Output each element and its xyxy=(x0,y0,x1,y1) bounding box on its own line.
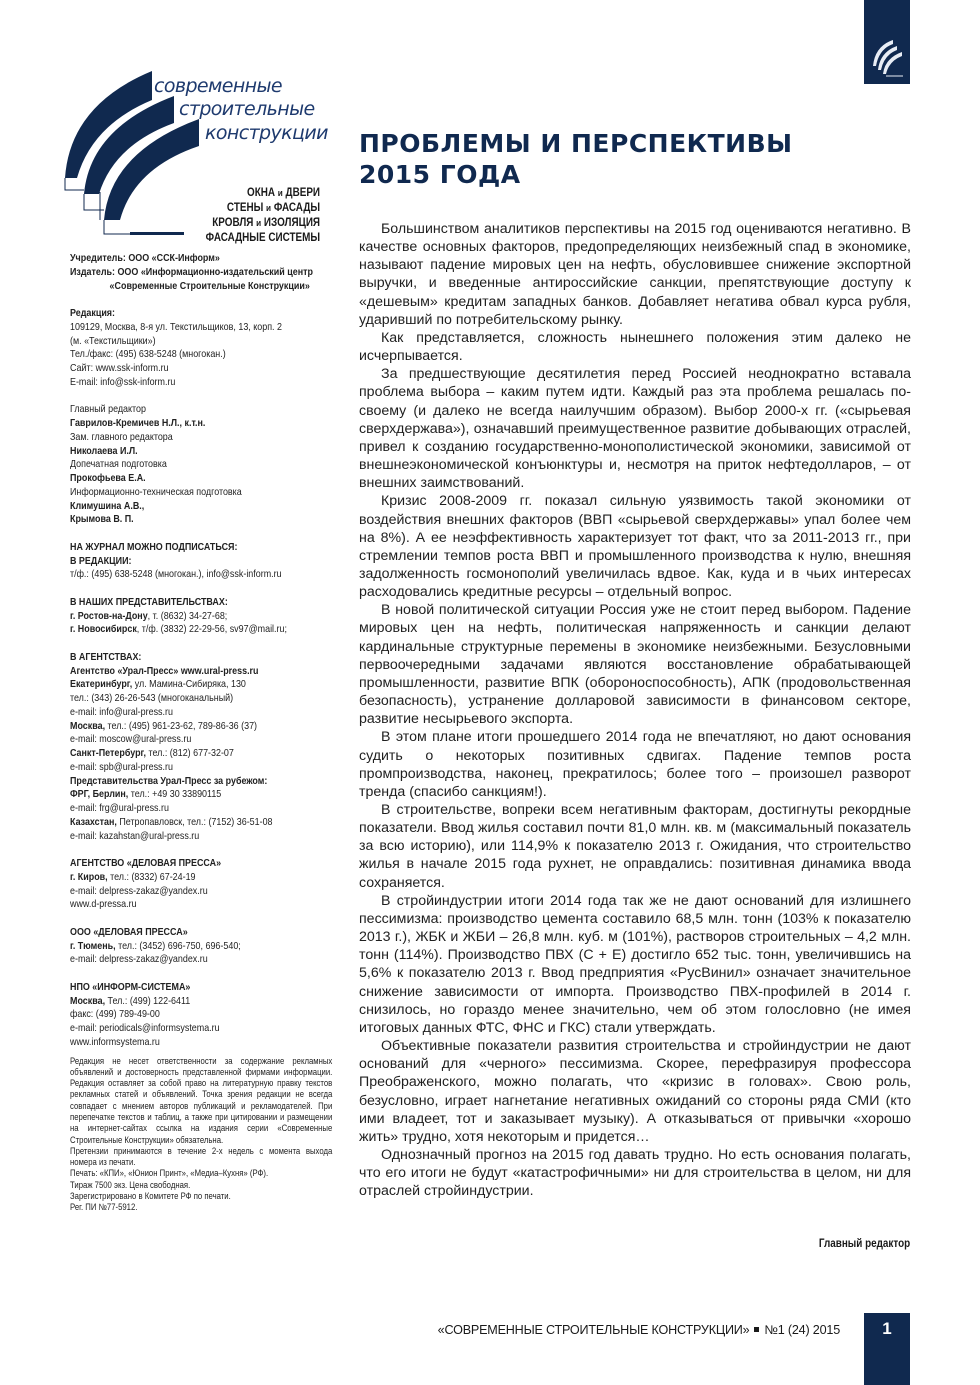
subscribe-heading: НА ЖУРНАЛ МОЖНО ПОДПИСАТЬСЯ: xyxy=(70,541,238,553)
publisher-name: «Современные Строительные Конструкции» xyxy=(109,280,310,292)
editorial-address: 109129, Москва, 8-я ул. Текстильщиков, 13, корп. 2 xyxy=(70,321,283,333)
title-line: 2015 ГОДА xyxy=(359,160,521,189)
disclaimer xyxy=(70,1056,332,1214)
contact-line: www.d-pressa.ru xyxy=(70,899,137,911)
disclaimer-line: Зарегистрировано в Комитете РФ по печати. xyxy=(70,1191,231,1202)
contact-line: г. Тюмень, тел.: (3452) 696-750, 696-540; xyxy=(70,940,241,952)
contact-line: Москва, Тел.: (499) 122-6411 xyxy=(70,995,191,1007)
article-paragraph: Однозначный прогноз на 2015 год давать трудно. Но есть основания полагать, что его итоги не будут «катастрофичными» ни для строительства в целом, ни для отраслей стройиндустрии. xyxy=(359,1146,911,1200)
contact-line: e-mail: info@ural-press.ru xyxy=(70,706,173,718)
article-paragraph: В этом плане итоги прошедшего 2014 года не впечатляют, но дают основания судить о некоторых позитивных сдвигах. Падение темпов роста промпроизводства, наконец, прекратилось; более того – произошел разворот тренда (спасибо санкциям!). xyxy=(359,729,911,800)
contact-line: Санкт-Петербург, тел.: (812) 677-32-07 xyxy=(70,748,234,759)
logo-category: СТЕНЫ и ФАСАДЫ xyxy=(226,202,320,214)
logo-categories xyxy=(206,186,320,245)
article-signature: Главный редактор xyxy=(818,1238,910,1250)
footer-issue: №1 (24) 2015 xyxy=(764,1323,840,1337)
contact-line: Екатеринбург, ул. Мамина-Сибиряка, 130 xyxy=(70,679,246,691)
logo-category: ФАСАДНЫЕ СИСТЕМЫ xyxy=(205,232,320,244)
contact-line: Казахстан, Петропавловск, тел.: (7152) 36-51-08 xyxy=(70,816,273,828)
rep-line: г. Новосибирск, т/ф. (3832) 22-29-56, sv97@mail.ru; xyxy=(70,624,287,636)
publisher: Издатель: ООО «Информационно-издательский центр xyxy=(70,266,313,278)
disclaimer-line: Претензии принимаются в течение 2-х недель с момента выхода номера из печати. xyxy=(70,1145,333,1168)
article-body xyxy=(359,220,911,1200)
subscribe-contact: т/ф.: (495) 638-5248 (многокан.), info@ssk-inform.ru xyxy=(70,569,282,581)
contact-line: e-mail: delpress-zakaz@yandex.ru xyxy=(70,954,208,966)
staff-name: Крымова В. П. xyxy=(70,514,134,526)
title-line: ПРОБЛЕМЫ И ПЕРСПЕКТИВЫ xyxy=(359,129,793,158)
article-paragraph: Большинством аналитиков перспективы на 2015 год оцениваются негативно. В качестве основных факторов, предопределяющих неизбежный спад в экономике, называют падение мировых цен на нефть, обусловившее снижение экспортной выручки, и введенные антироссийские санкции, препятствующие доступу к «дешевым» кредитам западных банков. Добавляет негатива обвал курса рубля, ударивший по потребительскому рынку. xyxy=(359,221,911,328)
staff-name: Климушина А.В., xyxy=(70,500,145,512)
editorial-site[interactable]: Сайт: www.ssk-inform.ru xyxy=(70,363,169,374)
contact-line: e-mail: periodicals@informsystema.ru xyxy=(70,1023,220,1034)
contact-line: e-mail: kazahstan@ural-press.ru xyxy=(70,830,200,842)
article-paragraph: Кризис 2008-2009 гг. показал сильную уязвимость такой экономики от воздействия внешних факторов (ВВП «сырьевой сверхдержавы» упал более чем на 8%). А ее неэффективность характеризует тот факт, что за 2011-2013 гг., при стремлении темпов роста ВВП и промышленного производства к нулю, внешняя задолженность госмонополий увеличилась вдвое. Как, куда и в чьих интересах расходовались кредитные ресурсы – отдельный вопрос. xyxy=(359,493,911,601)
article-paragraph: В строительстве, вопреки всем негативным факторам, достигнуты рекордные показатели. Ввод жилья составил почти 81,0 млн. кв. м (максимальный показатель за всю историю), или 114,9% к показателю 2013 г. Ожидания, что строительство жилья в начале 2015 года рухнет, не оправдались: позитивная динамика ввода сохраняется. xyxy=(359,802,911,891)
contact-line: Представительства Урал-Пресс за рубежом: xyxy=(70,775,268,787)
contact-line: Москва, тел.: (495) 961-23-62, 789-86-36 (37) xyxy=(70,720,258,732)
rep-line: г. Ростов-на-Дону, т. (8632) 34-27-68; xyxy=(70,610,228,622)
journal-logo-mark-icon xyxy=(869,36,905,80)
contact-line: www.informsystema.ru xyxy=(70,1036,160,1048)
editorial-phone: Тел./факс: (495) 638-5248 (многокан.) xyxy=(70,349,226,361)
article-paragraph: Как представляется, сложность нынешнего положения этим далеко не исчерпывается. xyxy=(359,329,911,365)
founder: Учредитель: ООО «ССК-Информ» xyxy=(70,253,220,264)
ooo-delpress-heading: ООО «ДЕЛОВАЯ ПРЕССА» xyxy=(70,926,188,938)
article-paragraph: В новой политической ситуации Россия уже не стоит перед выбором. Падение мировых цен на нефть, политическая напряженность и санкции делают кардинальные структурные перемены в экономике неизбежными. Безусловными первоочередными задачами являются восстановление обрабатывающей промышленности, развитие ВПК (обороноспособность), АПК (продовольственная безопасность), устранение долларовой зависимости в финансовом секторе, развитие несырьевого экспорта. xyxy=(359,602,911,728)
agency-ural-press: Агентство «Урал-Пресс» www.ural-press.ru xyxy=(70,665,259,677)
article-paragraph: В стройиндустрии итоги 2014 года так же не дают оснований для излишнего пессимизма: производство цемента составило 68,5 млн. тонн (103% к показателю 2013 г.), ЖБК и ЖБИ – 26,8 млн. куб. м (101%), растворов строительных – 4,2 млн. тонн (114%). Производство ПВХ (С + Е) достигло 652 тыс. тонн, увеличившись на 5,6% к показателю 2013 г. Ввод предприятия «РусВинил» означает значительное снижение зависимости от импорта. Производство ПВХ-профилей в 2014 г. снизилось, но гораздо менее значительно, чем об этом голословно (не имея итоговых данных ФТС, ФНС и ГКС) стали утверждать. xyxy=(359,892,911,1036)
staff-name: Николаева И.Л. xyxy=(70,445,138,457)
article-title xyxy=(359,128,793,190)
staff-role: Информационно-техническая подготовка xyxy=(70,486,242,498)
logo-category: ОКНА и ДВЕРИ xyxy=(246,187,320,199)
delpress-heading: АГЕНТСТВО «ДЕЛОВАЯ ПРЕССА» xyxy=(70,858,222,869)
footer-journal-name: «СОВРЕМЕННЫЕ СТРОИТЕЛЬНЫЕ КОНСТРУКЦИИ» xyxy=(437,1323,750,1337)
editorial-metro: (м. «Текстильщики») xyxy=(70,335,156,347)
logo-word: строительные xyxy=(179,98,315,120)
page-number-tab xyxy=(864,1313,910,1385)
editorial-email[interactable]: E-mail: info@ssk-inform.ru xyxy=(70,376,176,388)
contact-line: e-mail: delpress-zakaz@yandex.ru xyxy=(70,885,208,897)
disclaimer-line: Печать: «КПИ», «Юнион Принт», «Медиа–Кухня» (РФ). xyxy=(70,1168,269,1179)
logo-word: современные xyxy=(154,75,282,97)
contact-line: тел.: (343) 26-26-543 (многоканальный) xyxy=(70,693,234,704)
staff-role: Допечатная подготовка xyxy=(70,459,167,471)
staff-name: Гаврилов-Кремичев Н.Л., к.т.н. xyxy=(70,418,206,429)
footer-journal-info xyxy=(438,1323,840,1337)
bullet-square-icon xyxy=(754,1327,759,1332)
staff-name: Прокофьева Е.А. xyxy=(70,473,146,484)
logo-category: КРОВЛЯ и ИЗОЛЯЦИЯ xyxy=(212,217,320,229)
contact-line: ФРГ, Берлин, тел.: +49 30 33890115 xyxy=(70,789,222,801)
logo-word: конструкции xyxy=(205,122,328,144)
contact-line: факс: (499) 789-49-00 xyxy=(70,1009,160,1021)
masthead-sidebar xyxy=(70,252,332,1214)
disclaimer-line: Тираж 7500 экз. Цена свободная. xyxy=(70,1179,191,1190)
contact-line: e-mail: frg@ural-press.ru xyxy=(70,803,169,814)
journal-logo xyxy=(62,60,332,250)
page-number: 1 xyxy=(882,1319,892,1338)
subscribe-subheading: В РЕДАКЦИИ: xyxy=(70,555,132,567)
editorial-heading: Редакция: xyxy=(70,308,116,319)
disclaimer-line: Редакция не несет ответственности за содержание рекламных объявлений и достоверность представленной фирмами информации. Редакция оставляет за собой право на литературную правку текстов рекламных статей и объявлений. Точка зрения редакции не всегда совпадает с мнением авторов публикаций и рекламодателей. При перепечатке текстов и таблиц, а также при цитировании и размещении на интернет-сайтах ссылка на издания серии «Современные Строительные Конструкции» обязательна. xyxy=(70,1055,333,1145)
agencies-heading: В АГЕНТСТВАХ: xyxy=(70,651,142,663)
contact-line: г. Киров, тел.: (8332) 67-24-19 xyxy=(70,871,196,883)
article-paragraph: За предшествующие десятилетия перед Россией неоднократно вставала проблема выбора – каким путем идти. Каждый раз эта проблема решалась по-своему (и далеко не всегда наилучшим образом). Выбор 2000-х гг. («сырьевая сверхдержава»), означавший преимущественное развитие добывающих отраслей, привел к созданию государственно-монополистической экономики, зависимой от внешнеэкономической конъюнктуры и, несмотря на приток нефтедолларов, – от внешних заимствований. xyxy=(359,366,911,492)
contact-line: e-mail: spb@ural-press.ru xyxy=(70,761,173,773)
disclaimer-line: Рег. ПИ №77-5912. xyxy=(70,1202,138,1213)
contact-line: e-mail: moscow@ural-press.ru xyxy=(70,734,192,746)
article-paragraph: Объективные показатели развития строительства и стройиндустрии не дают оснований для «черного» пессимизма. Скорее, перефразируя профессора Преображенского, можно полагать, что «кризис в головах». Свою роль, безусловно, играет нагнетание негативных ожиданий со стороны ряда СМИ (кто ими владеет, тот и заказывает музыку). А отказываться от привычки «хорошо жить» трудно, хотя некоторым и придется… xyxy=(359,1038,911,1145)
inform-sistema-heading: НПО «ИНФОРМ-СИСТЕМА» xyxy=(70,981,191,993)
staff-role: Главный редактор xyxy=(70,404,146,416)
staff-role: Зам. главного редактора xyxy=(70,431,173,443)
top-corner-tab xyxy=(864,0,910,84)
reps-heading: В НАШИХ ПРЕДСТАВИТЕЛЬСТВАХ: xyxy=(70,596,228,608)
